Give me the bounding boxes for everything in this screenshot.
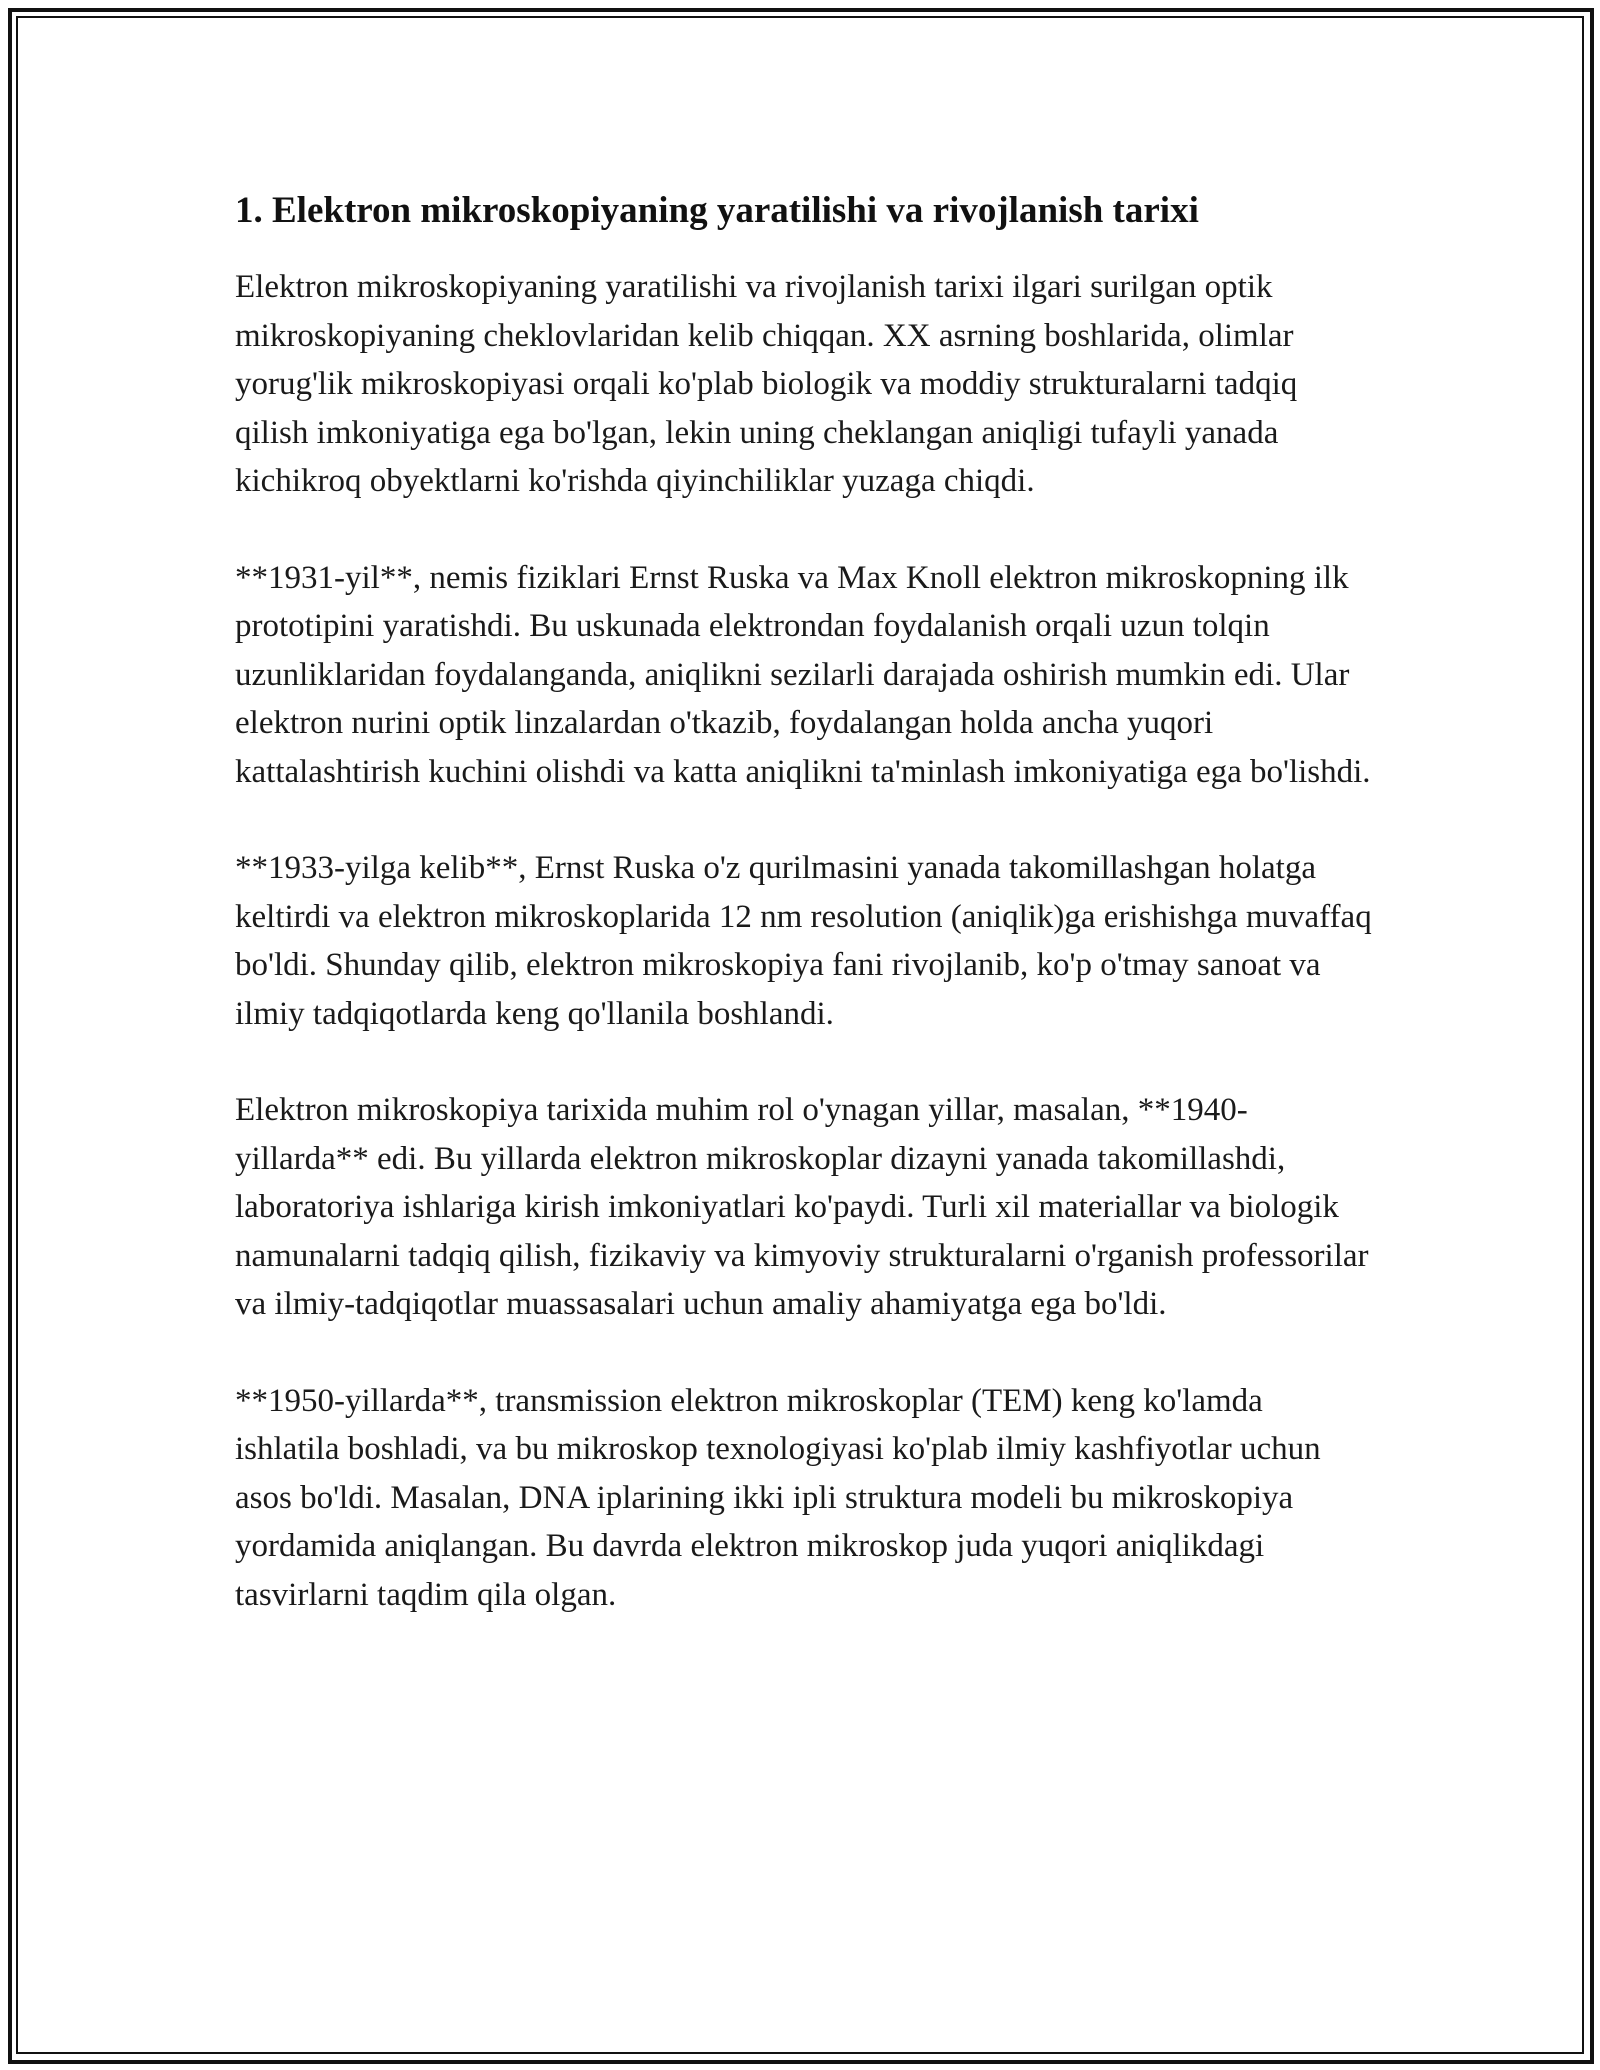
paragraph-1931: **1931-yil**, nemis fiziklari Ernst Ruska va Max Knoll elektron mikroskopning ilk prototipini yaratishdi. Bu uskunada elektrondan foydalanish orqali uzun tolqin uzunliklaridan foydalanganda, aniqlikni sezilarli darajada oshirish mumkin edi. Ular elektron nurini optik linzalardan o'tkazib, foydalangan holda ancha yuqori kattalashtirish kuchini olishdi va katta aniqlikni ta'minlash imkoniyatiga ega bo'lishdi. [235, 559, 1371, 790]
section-heading: 1. Elektron mikroskopiyaning yaratilishi va rivojlanish tarixi [235, 190, 1199, 231]
paragraph-1950s: **1950-yillarda**, transmission elektron mikroskoplar (TEM) keng ko'lamda ishlatila boshladi, va bu mikroskop texnologiyasi ko'plab ilmiy kashfiyotlar uchun asos bo'ldi. Masalan, DNA iplarining ikki ipli struktura modeli bu mikroskopiya yordamida aniqlangan. Bu davrda elektron mikroskop juda yuqori aniqlikdagi tasvirlarni taqdim qila olgan. [235, 1382, 1321, 1613]
paragraph-1940s: Elektron mikroskopiya tarixida muhim rol o'ynagan yillar, masalan, **1940-yillarda** edi. Bu yillarda elektron mikroskoplar dizayni yanada takomillashdi, laboratoriya ishlariga kirish imkoniyatlari ko'paydi. Turli xil materiallar va biologik namunalarni tadqiq qilish, fizikaviy va kimyoviy strukturalarni o'rganish professorilar va ilmiy-tadqiqotlar muassasalari uchun amaliy ahamiyatga ega bo'ldi. [235, 1092, 1369, 1322]
paragraph-1933: **1933-yilga kelib**, Ernst Ruska o'z qurilmasini yanada takomillashgan holatga keltirdi va elektron mikroskoplarida 12 nm resolution (aniqlik)ga erishishga muvaffaq bo'ldi. Shunday qilib, elektron mikroskopiya fani rivojlanib, ko'p o'tmay sanoat va ilmiy tadqiqotlarda keng qo'llanila boshlandi. [235, 850, 1372, 1032]
paragraph-intro: Elektron mikroskopiyaning yaratilishi va rivojlanish tarixi ilgari surilgan optik mikroskopiyaning cheklovlaridan kelib chiqqan. XX asrning boshlarida, olimlar yorug'lik mikroskopiyasi orqali ko'plab biologik va moddiy strukturalarni tadqiq qilish imkoniyatiga ega bo'lgan, lekin uning cheklangan aniqligi tufayli yanada kichikroq obyektlarni ko'rishda qiyinchiliklar yuzaga chiqdi. [235, 269, 1298, 499]
document-body [235, 185, 1375, 1667]
